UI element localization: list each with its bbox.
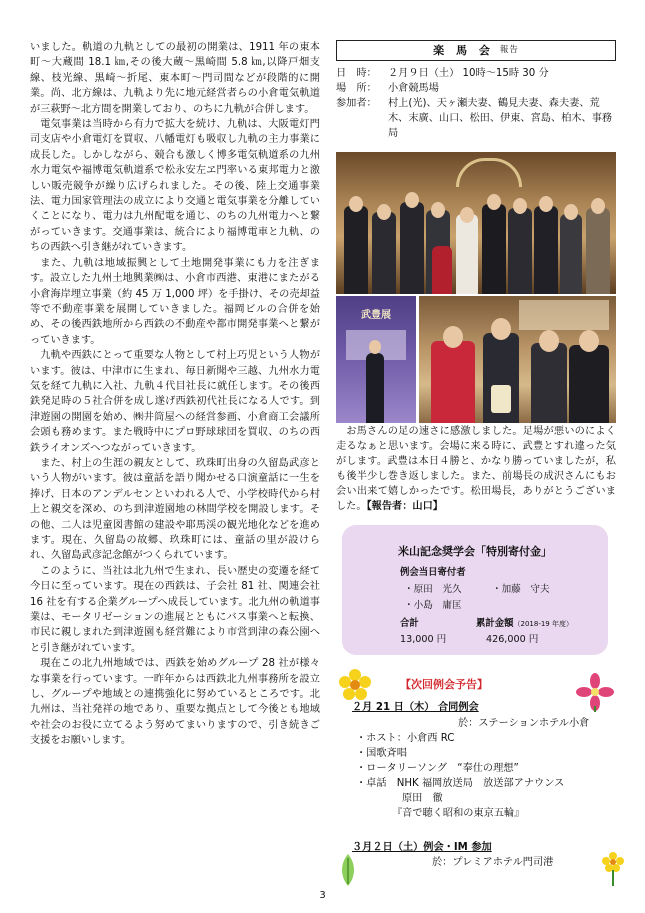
next-date-2: ３月２日（土）例会・IM 参加	[352, 842, 492, 853]
award-photo	[419, 296, 616, 423]
donation-subtitle: 例会当日寄付者	[400, 567, 466, 578]
next-item: 原田 徹	[402, 793, 443, 804]
article-paragraph: また、九軌は地域振興として土地開発事業にも力を注ぎます。設立した九州土地興業㈱は、小倉市西港、東港にまたがる小倉海岸埋立事業（約 45 万 1,000 坪）を手掛け、その売却益等で不動産事業を展開していきました。福岡ビルの合併を始め、その後西鉄地所から西鉄の不動産や都市開発事業へと繋がっていきます。	[30, 257, 320, 346]
poster-text: 武豊展	[361, 310, 391, 321]
donor-name: ・小島 庸匡	[404, 600, 462, 611]
next-venue-2: 於：プレミアホテル門司港	[432, 857, 554, 868]
comment-reporter: 【報告者：山口】	[366, 501, 443, 512]
article-paragraph: 現在この北九州地域では、西鉄を始めグループ 28 社が様々な事業を行っています。一昨年からは西鉄北九州事務所を設立し、グループや地域との連携強化に努めているところです。北九州は、当社発祥の地であり、重要な拠点として今後とも地域や社会のお役に立てるよう努めてまいりますので、引き続きご支援をお願いします。	[30, 658, 320, 747]
flower-pink-icon	[575, 672, 615, 712]
donor-name: ・原田 光久	[404, 584, 462, 595]
donor-name: ・加藤 守夫	[492, 584, 550, 595]
donation-box	[342, 525, 608, 655]
attendees-value: 村上(光)、天ヶ瀬夫妻、鶴見夫妻、森夫妻、荒木、末廣、山口、松田、伊東、宮島、柏木、事務局	[388, 98, 613, 139]
report-section	[336, 40, 616, 141]
leaf-icon	[336, 850, 360, 886]
report-comment	[336, 424, 616, 514]
donation-title: 米山記念奨学会「特別寄付金」	[398, 545, 552, 558]
comment-text: お馬さんの足の速さに感激しました。足場が悪いのによく走るなぁと思います。会場に来る時に、武豊とすれ違った気がします。武豊は本日４勝と、かなり勝っていましたが，私も後半少し巻き返しました。また、前場長の成沢さんにもお会い出来て嬉しかったです。松田場長，ありがとうございました。	[336, 426, 616, 512]
total-label: 合計	[400, 618, 419, 629]
next-item: ・ホスト：小倉西 RC	[356, 733, 455, 744]
next-item: 『音で聴く昭和の東京五輪』	[392, 808, 525, 819]
date-label: 日 時：	[336, 68, 377, 79]
report-title: 楽 馬 会	[433, 44, 494, 57]
next-venue-1: 於：ステーションホテル小倉	[458, 718, 590, 729]
date-value: ２月９日（土） 10時〜15時 30 分	[388, 68, 549, 79]
article-paragraph: 九軌や西鉄にとって重要な人物として村上巧児という人物がいます。彼は、中津市に生まれ、毎日新聞や三越、九州水力電気を経て九軌に入社、九軌４代目社長に就任します。その後西鉄発足時の５社合併を成し遂げ西鉄初代社長になる人です。到津遊園の開園を始め、㈱井筒屋への経営参画、小倉商工会議所会頭も務めます。また戦時中にプロ野球球団を買収、のちの西鉄ライオンズへつながっていきます。	[30, 350, 320, 454]
next-item: ・国歌斉唱	[356, 748, 407, 759]
report-attendees-row	[336, 96, 616, 141]
flower-yellow-icon	[338, 668, 372, 702]
report-title-box	[336, 40, 616, 61]
next-item: ・ロータリーソング “奉仕の理想”	[356, 763, 519, 774]
cumulative-period: （2018-19 年度）	[513, 620, 573, 628]
poster-photo	[336, 296, 416, 423]
report-subtitle: 報告	[499, 45, 519, 55]
report-date-row	[336, 66, 616, 81]
article-paragraph: また、村上の生涯の親友として、玖珠町出身の久留島武彦という人物がいます。彼は童話を語り聞かせる口演童話に一生を捧げ、日本のアンデルセンといわれる人で、小学校時代から村上と親交を深め、のち到津遊園地の林間学校を開設します。その他、二人は児童図書館の建設や耶馬渓の観光地化などを進めます。現在、久留島の故郷、玖珠町には、童話の里が設けられ、久留島武彦記念館がつくられています。	[30, 457, 320, 562]
report-place-row	[336, 81, 616, 96]
total-value: 13,000 円	[400, 634, 447, 645]
attendees-label: 参加者：	[336, 98, 377, 109]
cumulative-label: 累計金額（2018-19 年度）	[476, 618, 573, 629]
next-item: ・卓話 NHK 福岡放送局 放送部アナウンス	[356, 778, 565, 789]
article-left-column	[30, 40, 320, 749]
next-meeting-title: 【次回例会予告】	[400, 678, 488, 691]
article-paragraph: このように、当社は北九州で生まれ、長い歴史の変遷を経て今日に至っています。現在の西鉄は、子会社 81 社、関連会社 16 社を有する企業グループへ成長しています。北九州の軌道事業は、モータリゼーションの進展とともにバス事業へと転換、市民に親しまれた到津遊園も経営難により市営到津の森公園へと引き継がれています。	[30, 565, 320, 654]
page-number: 3	[319, 890, 326, 901]
place-label: 場 所：	[336, 83, 377, 94]
article-paragraph: 電気事業は当時から有力で拡大を続け、九軌は、大阪電灯門司支店や小倉電灯を買収、八幡電灯も吸収し九軌の主力事業に成長した。しかしながら、競合も激しく博多電気軌道系の九州水力電気や福博電気軌道系で松永安左ヱ門率いる東邦電力と激しい販売競争が繰り広げられました。その後、陸上交通事業法、電力国家管理法の成立により交通と電気事業を分離していくことになり、電力は九州配電を通じ、のちの九州電力へと繋がっていきます。交通事業は、統合により福博電車と九軌、のちの西鉄へ引き継がれていきます。	[30, 119, 320, 254]
place-value: 小倉競馬場	[388, 83, 439, 94]
flower-yellow-icon	[600, 850, 626, 886]
article-paragraph: いました。軌道の九軌としての最初の開業は、1911 年の東本町〜大蔵間 18.1 ㎞,その後大蔵〜黒崎間 5.8 ㎞,以降戸畑支線、枝光線、黒崎〜折尾、東本町〜門司間などが段階的に開業。尚、北方線は、九軌より先に地元経営者らの小倉電気軌道が三萩野〜北方間を開業しており、のちに九軌が合併します。	[30, 42, 320, 115]
next-date-1: ２月 21 日（木） 合同例会	[352, 702, 479, 713]
group-photo	[336, 152, 616, 294]
cumulative-value: 426,000 円	[486, 634, 539, 645]
